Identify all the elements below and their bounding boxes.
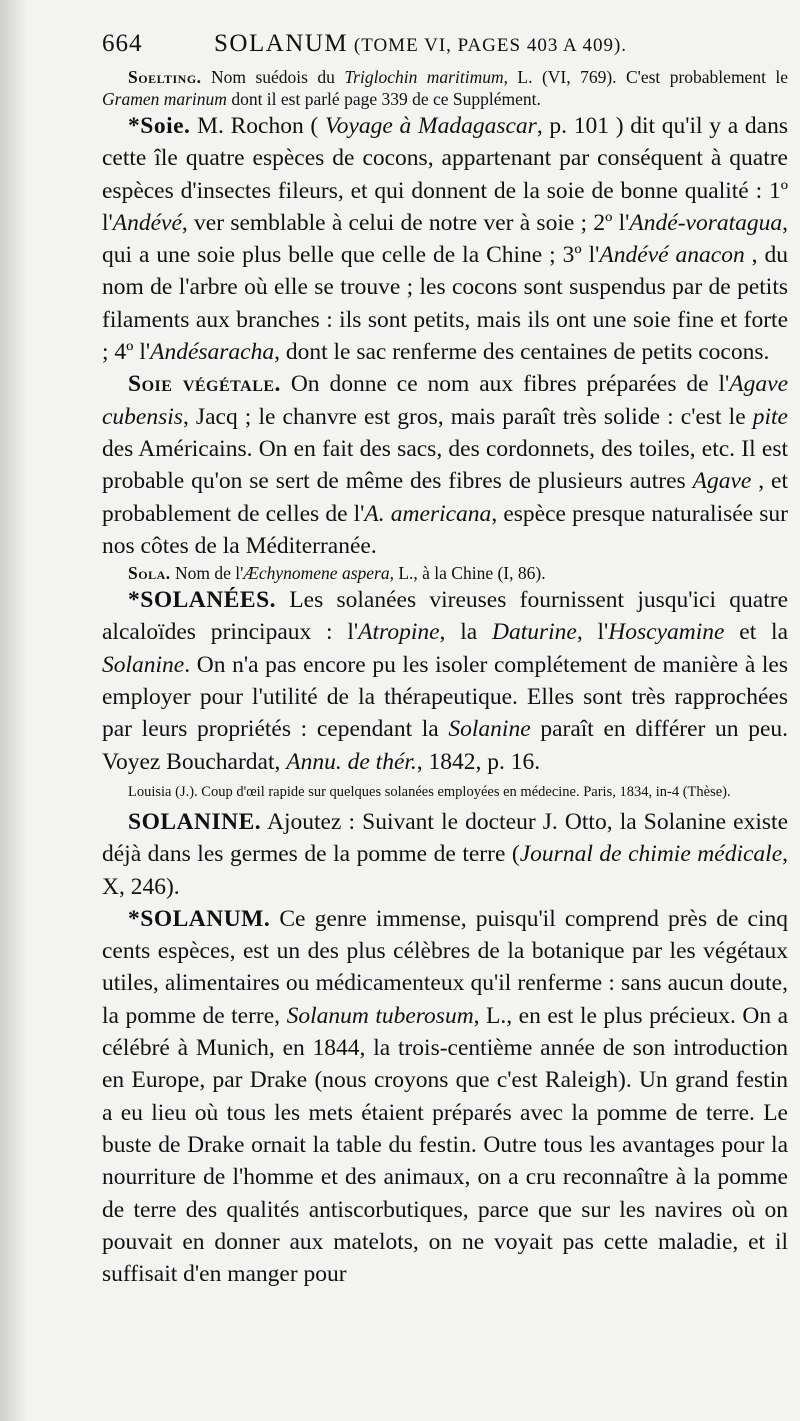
entry-term: SOLANINE. <box>128 808 262 835</box>
entry-soie-vegetale: Soie végétale. On donne ce nom aux fibres préparées de l'Agave cubensis, Jacq ; le chanvre est gros, mais paraît très solide : c'est le pite des Américains. On en fait des sacs, des cordonnets, des toiles, etc. Il est probable qu'on se sert de même des fibres de plusieurs autres Agave , et probablement de celles de l'A. americana, espèce presque naturalisée sur nos côtes de la Méditerranée. <box>102 371 788 559</box>
entry-solanees: *SOLANÉES. Les solanées vireuses fournissent jusqu'ici quatre alcaloïdes principaux : l'Atropine, la Daturine, l'Hoscyamine et la Solanine. On n'a pas encore pu les isoler complétement de manière à les employer pour l'utilité de la thérapeutique. Elles sont très rapprochées par leurs propriétés : cependant la Solanine paraît en différer un peu. Voyez Bouchardat, Annu. de thér., 1842, p. 16. <box>102 587 788 775</box>
entry-term: *SOLANÉES. <box>128 587 277 614</box>
page-number: 664 <box>102 30 143 57</box>
bibliography-louisia: Louisia (J.). Coup d'œil rapide sur quelques solanées employées en médecine. Paris, 1834, in-4 (Thèse). <box>128 783 731 800</box>
entry-term: Soelting. <box>128 67 202 87</box>
tome-reference: (TOME VI, PAGES 403 A 409). <box>353 35 628 56</box>
running-header <box>102 30 788 64</box>
entry-term: *SOLANUM. <box>128 905 271 932</box>
entry-solanum: *SOLANUM. Ce genre immense, puisqu'il comprend près de cinq cents espèces, est un des plus célèbres de la botanique par les végétaux utiles, alimentaires ou médicamenteux qu'il renferme : sans aucun doute, la pomme de terre, Solanum tuberosum, L., en est le plus précieux. On a célébré à Munich, en 1844, la trois-centième année de son introduction en Europe, par Drake (nous croyons que c'est Raleigh). Un grand festin a eu lieu où tous les mets étaient préparés avec la pomme de terre. Le buste de Drake ornait la table du festin. Outre tous les avantages pour la nourriture de l'homme et des animaux, on a cru reconnaître à la pomme de terre des qualités antiscorbutiques, parce que sur les navires où on pouvait en donner aux matelots, on ne voyait pas cette maladie, et il suffisait d'en manger pour <box>102 905 789 1288</box>
entry-soie: *Soie. M. Rochon ( Voyage à Madagascar, p. 101 ) dit qu'il y a dans cette île quatre espèces de cocons, appartenant par conséquent à quatre espèces d'insectes fileurs, et qui donnent de la soie de bonne qualité : 1º l'Andévé, ver semblable à celui de notre ver à soie ; 2º l'Andé-voratagua, qui a une soie plus belle que celle de la Chine ; 3º l'Andévé anacon , du nom de l'arbre où elle se trouve ; les cocons sont suspendus par de petits filaments aux branches : ils sont petits, mais ils ont une soie fine et forte ; 4º l'Andésaracha, dont le sac renferme des centaines de petits cocons. <box>102 113 789 366</box>
page-edge-shadow <box>0 0 28 1421</box>
entry-sola: Sola. Nom de l'Æchynomene aspera, L., à la Chine (I, 86). <box>128 563 546 584</box>
entry-soelting: Soelting. Nom suédois du Triglochin maritimum, L. (VI, 769). C'est probablement le Gramen marinum dont il est parlé page 339 de ce Supplément. <box>102 67 789 109</box>
entry-term: *Soie. <box>128 113 191 139</box>
running-title: SOLANUM <box>214 30 349 57</box>
entry-term: Soie végétale. <box>128 371 281 398</box>
entry-term: Sola. <box>128 563 171 584</box>
entry-solanine: SOLANINE. Ajoutez : Suivant le docteur J. Otto, la Solanine existe déjà dans les germes de la pomme de terre (Journal de chimie médicale, X, 246). <box>102 808 788 900</box>
